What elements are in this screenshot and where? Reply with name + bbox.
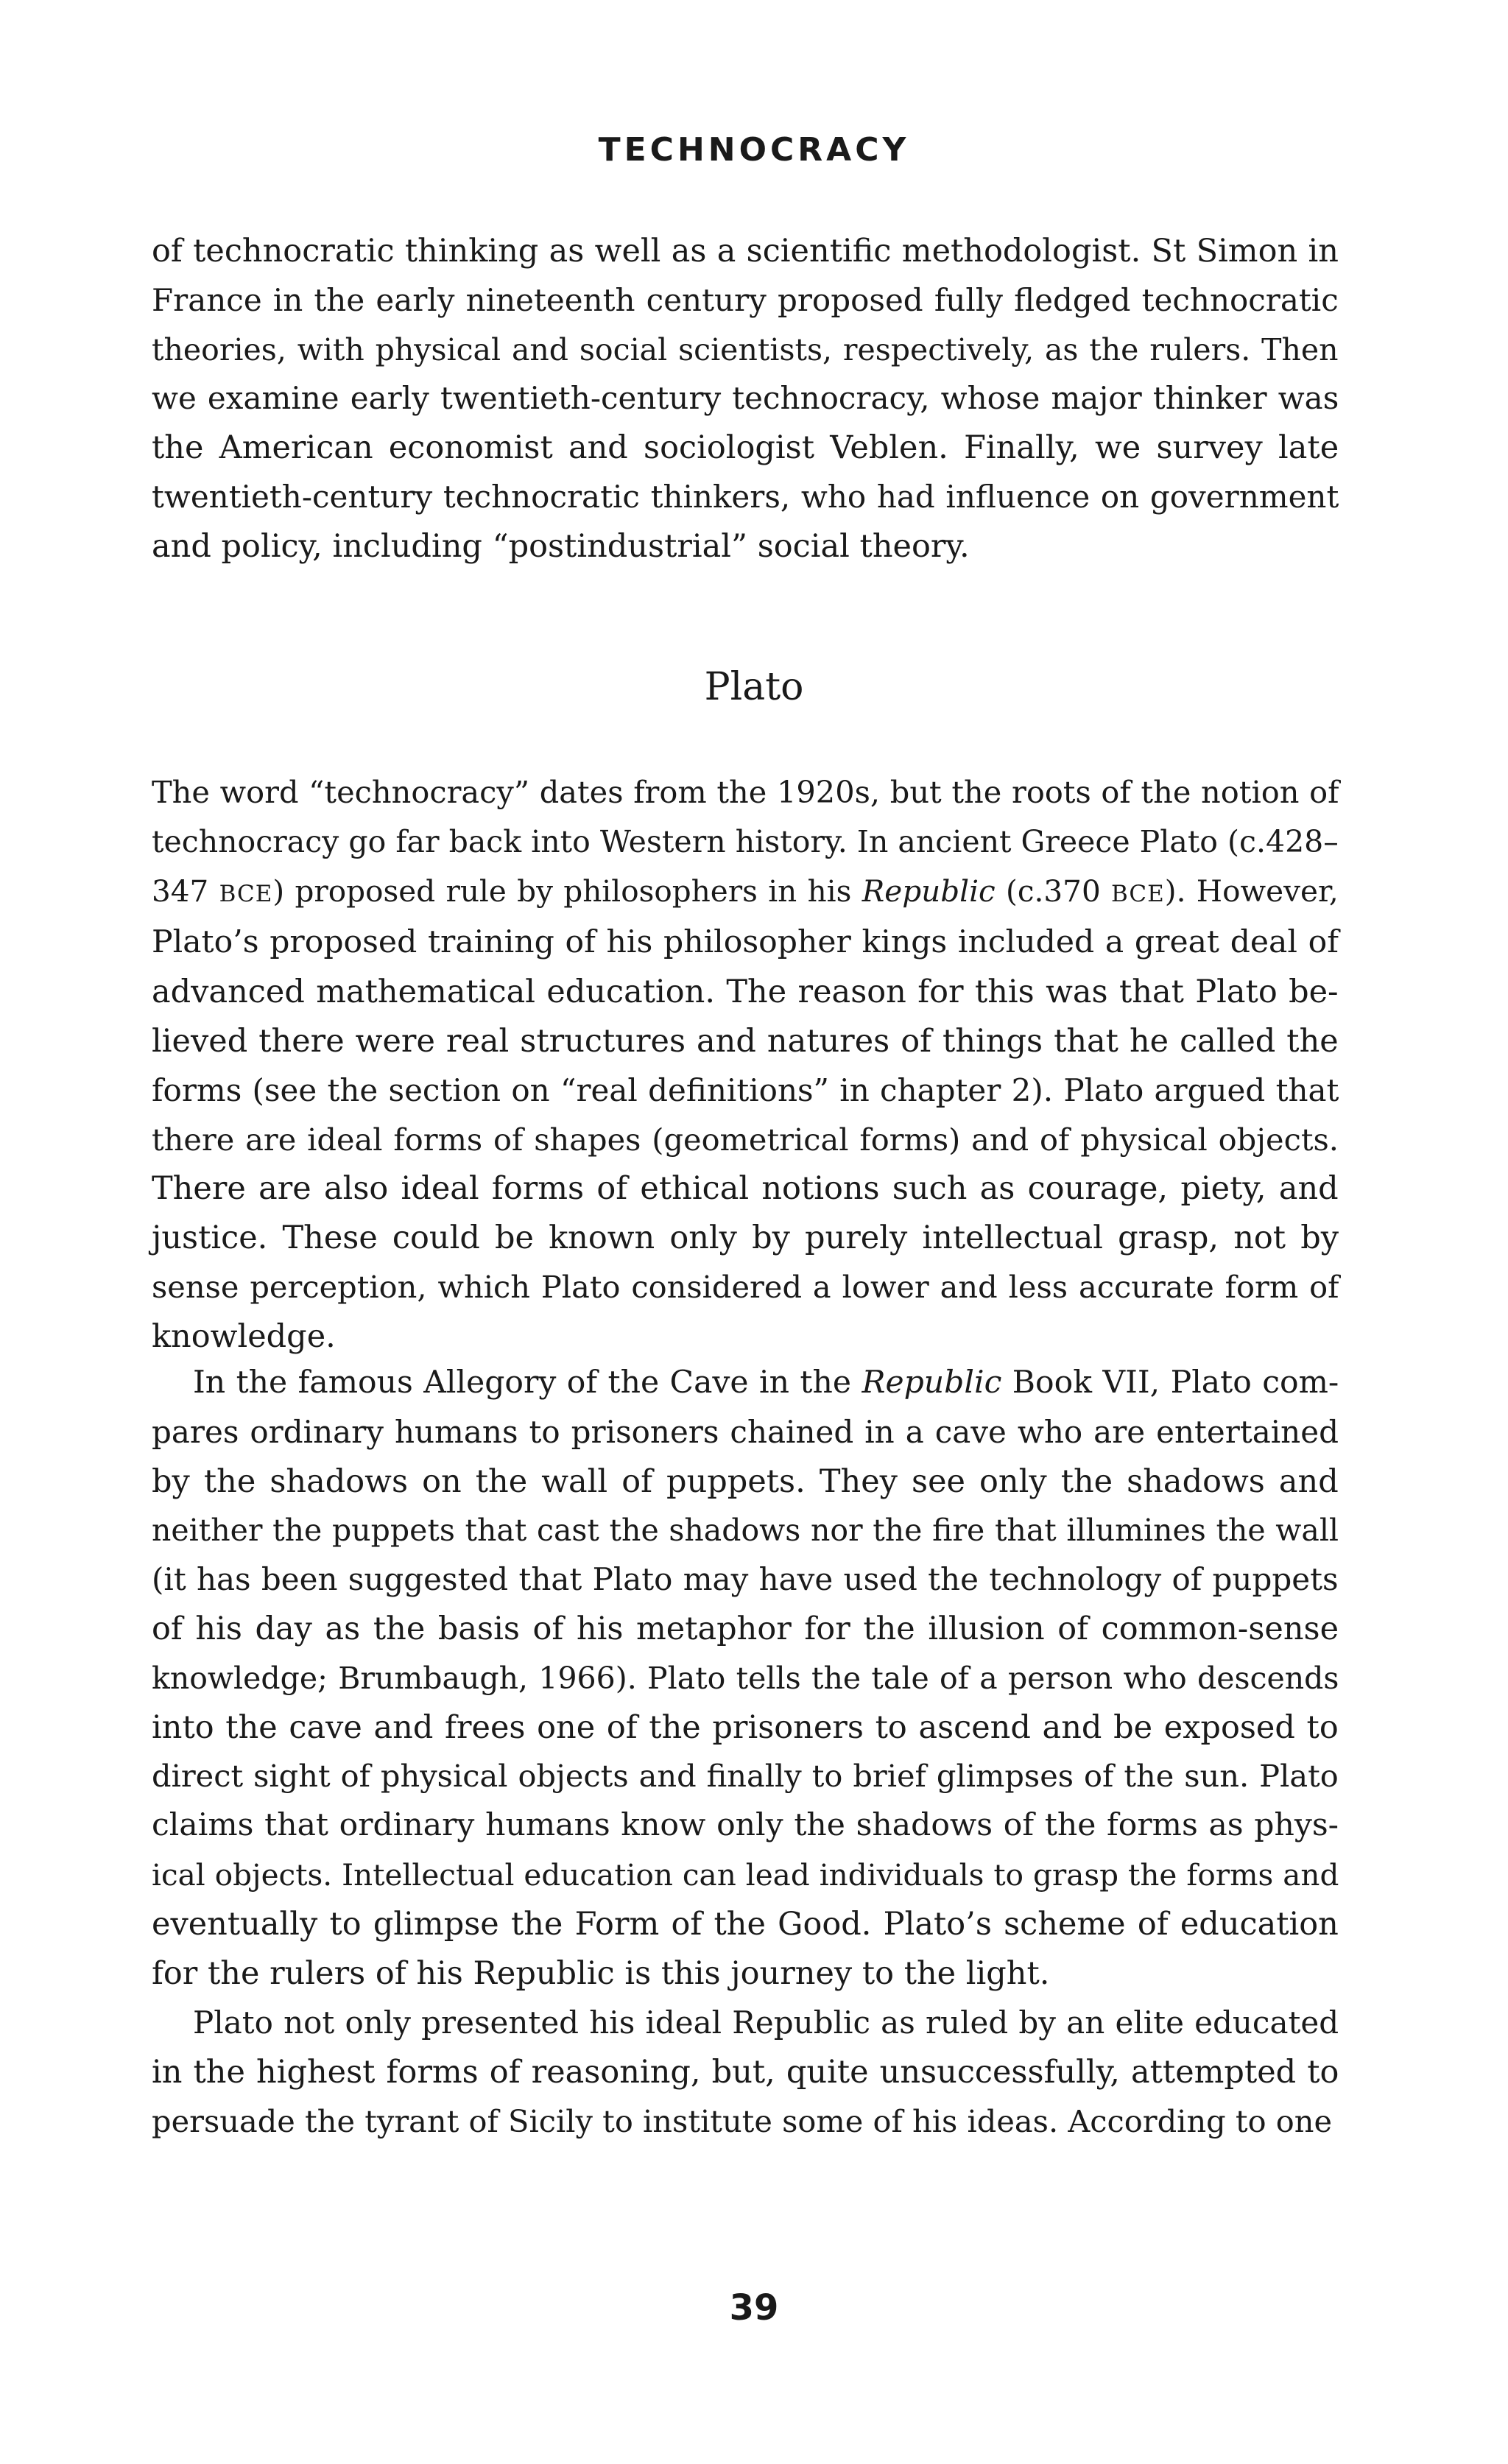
text-fragment: (c.370 [995,873,1112,909]
text-line: Plato’s proposed training of his philosopher kings included a great deal of [152,924,1339,961]
text-line [152,1359,1339,1408]
plato-paragraph-2 [152,1359,1339,1998]
text-line: knowledge; Brumbaugh, 1966). Plato tells the tale of a person who descends [152,1660,1339,1696]
text-line: The word “technocracy” dates from the 1920s, but the roots of the notion of [152,774,1339,810]
text-line: twentieth-century technocratic thinkers, who had influence on government [152,478,1339,515]
era-abbreviation: BCE [1111,880,1165,907]
text-fragment: In the famous Allegory of the Cave in the [193,1365,862,1401]
text-line: of technocratic thinking as well as a scientific methodologist. St Simon in [152,233,1339,270]
text-line: we examine early twentieth-century technocracy, whose major thinker was [152,380,1339,417]
text-line: advanced mathematical education. The reason for this was that Plato be- [152,974,1339,1011]
text-line: of his day as the basis of his metaphor for the illusion of common-sense [152,1610,1339,1647]
intro-paragraph [152,227,1339,571]
text-line: sense perception, which Plato considered a lower and less accurate form of [152,1268,1339,1305]
text-line: eventually to glimpse the Form of the Good. Plato’s scheme of education [152,1905,1339,1943]
text-line: Plato not only presented his ideal Republic as ruled by an elite educated [193,2004,1339,2041]
text-fragment: ) proposed rule by philosophers in his [272,873,862,909]
text-line: lieved there were real structures and natures of things that he called the [152,1022,1339,1060]
text-line: direct sight of physical objects and finally to brief glimpses of the sun. Plato [152,1758,1339,1795]
text-line: by the shadows on the wall of puppets. They see only the shadows and [152,1462,1339,1500]
text-line: the American economist and sociologist Veblen. Finally, we survey late [152,429,1339,467]
text-line: There are also ideal forms of ethical notions such as courage, piety, and [152,1170,1339,1208]
text-fragment: 347 [152,873,219,909]
text-line: for the rulers of his Republic is this journey to the light. [152,1954,1050,1992]
era-abbreviation: BCE [219,880,273,907]
section-heading: Plato [704,665,804,709]
text-line: knowledge. [152,1317,336,1355]
book-title: Republic [862,1365,1002,1401]
running-head-title: TECHNOCRACY [598,131,910,169]
text-line: forms (see the section on “real definitions” in chapter 2). Plato argued that [152,1071,1339,1108]
text-fragment: Book VII, Plato com- [1001,1365,1339,1401]
text-line: justice. These could be known only by purely intellectual grasp, not by [152,1219,1339,1257]
plato-paragraph-3 [152,1999,1339,2146]
text-fragment: ). However, [1164,873,1339,909]
text-line: pares ordinary humans to prisoners chained in a cave who are entertained [152,1413,1339,1450]
text-line: persuade the tyrant of Sicily to institute some of his ideas. According to one [152,2102,1333,2139]
text-line: claims that ordinary humans know only the shadows of the forms as phys- [152,1807,1339,1844]
text-line: ical objects. Intellectual education can lead individuals to grasp the forms and [152,1856,1339,1893]
text-line: and policy, including “postindustrial” social theory. [152,527,970,565]
plato-paragraph-1 [152,768,1339,1362]
text-line: theories, with physical and social scientists, respectively, as the rulers. Then [152,331,1339,367]
text-line: France in the early nineteenth century proposed fully fledged technocratic [152,281,1339,318]
text-line: neither the puppets that cast the shadows nor the fire that illumines the wall [152,1513,1339,1549]
text-line: there are ideal forms of shapes (geometrical forms) and of physical objects. [152,1121,1339,1158]
page-number: 39 [729,2287,779,2329]
text-line: into the cave and frees one of the prisoners to ascend and be exposed to [152,1708,1339,1746]
book-title: Republic [862,873,996,909]
text-line [152,867,1339,919]
text-line: in the highest forms of reasoning, but, quite unsuccessfully, attempted to [152,2053,1339,2091]
text-line: (it has been suggested that Plato may have used the technology of puppets [152,1561,1339,1598]
text-line: technocracy go far back into Western history. In ancient Greece Plato (c.428– [152,823,1339,859]
